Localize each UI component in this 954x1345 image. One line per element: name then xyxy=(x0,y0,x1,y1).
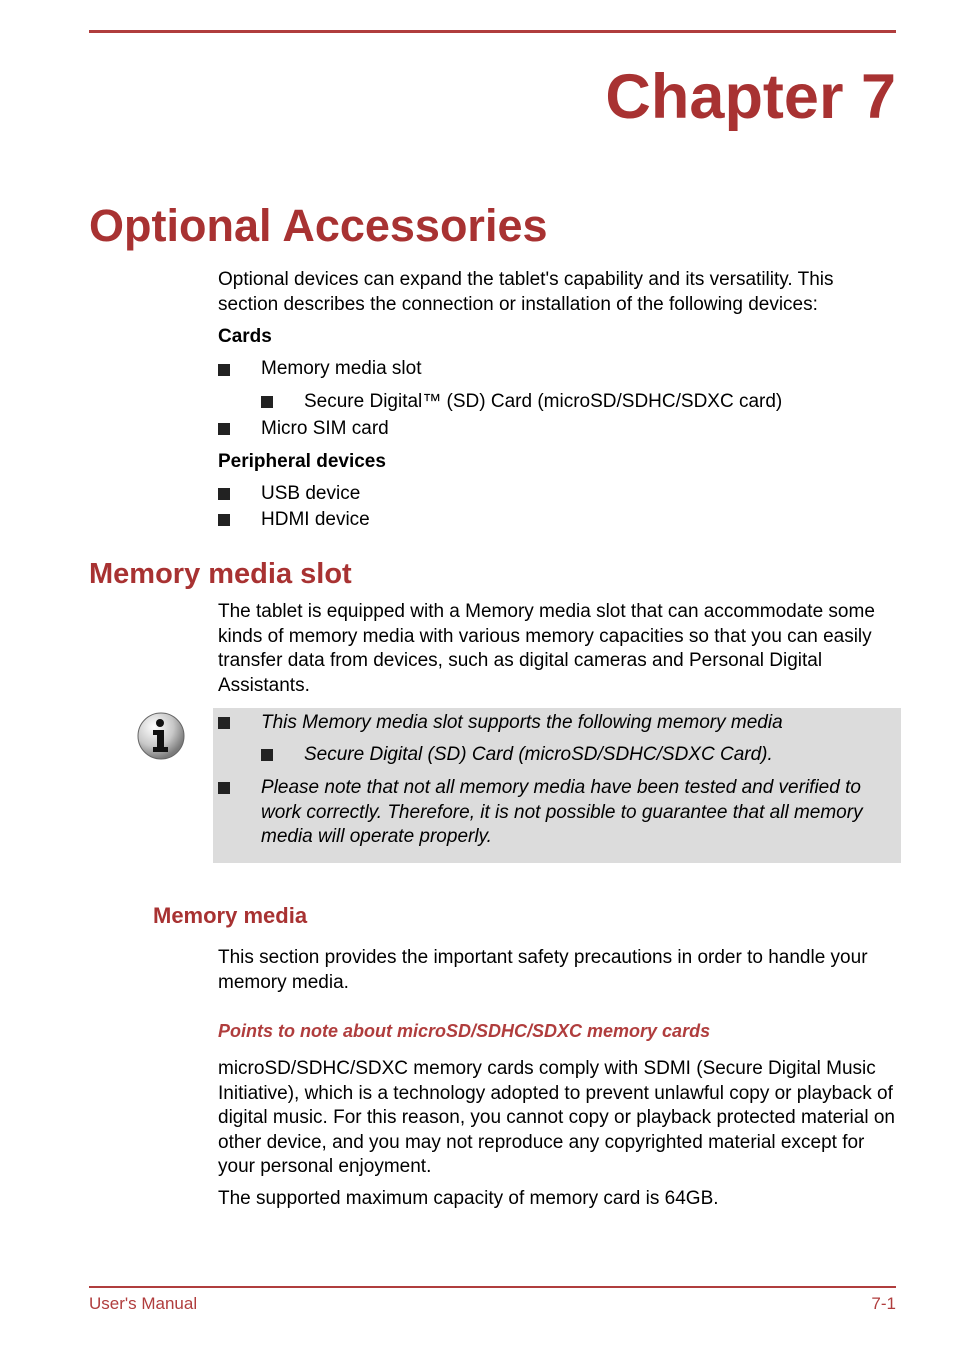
cards-label: Cards xyxy=(218,326,272,347)
list-item-memory-slot: Memory media slot xyxy=(261,358,422,379)
note-item-1: This Memory media slot supports the following memory media xyxy=(261,712,783,733)
memory-media-paragraph: This section provides the important safety precautions in order to handle your memory media. xyxy=(218,947,868,993)
note-item-1-sub: Secure Digital (SD) Card (microSD/SDHC/SDXC Card). xyxy=(304,744,773,765)
points-paragraph-2: The supported maximum capacity of memory card is 64GB. xyxy=(218,1188,719,1209)
list-item-usb: USB device xyxy=(261,483,361,504)
bullet-square-icon xyxy=(261,749,273,761)
footer-manual-label: User's Manual xyxy=(89,1294,198,1313)
bullet-square-icon xyxy=(261,396,273,408)
bottom-rule xyxy=(89,1286,896,1288)
points-heading: Points to note about microSD/SDHC/SDXC memory cards xyxy=(218,1021,711,1041)
top-rule xyxy=(89,30,896,33)
memory-slot-paragraph: The tablet is equipped with a Memory media slot that can accommodate some kinds of memory media with various memory capacities so that you can easily transfer data from devices, such as digital cameras and Personal Digital Assistants. xyxy=(218,601,875,696)
bullet-square-icon xyxy=(218,514,230,526)
bullet-square-icon xyxy=(218,717,230,729)
bullet-square-icon xyxy=(218,488,230,500)
bullet-square-icon xyxy=(218,364,230,376)
bullet-square-icon xyxy=(218,423,230,435)
list-item-micro-sim: Micro SIM card xyxy=(261,418,389,439)
intro-paragraph: Optional devices can expand the tablet's capability and its versatility. This section describes the connection or installation of the following devices: xyxy=(218,269,834,315)
memory-media-heading: Memory media xyxy=(153,903,308,928)
section-title: Optional Accessories xyxy=(89,200,548,251)
footer-page-number: 7-1 xyxy=(871,1294,896,1313)
list-item-sd-card: Secure Digital™ (SD) Card (microSD/SDHC/SDXC card) xyxy=(304,391,783,412)
memory-media-slot-heading: Memory media slot xyxy=(89,558,352,590)
bullet-square-icon xyxy=(218,782,230,794)
list-item-hdmi: HDMI device xyxy=(261,509,370,530)
points-paragraph-1: microSD/SDHC/SDXC memory cards comply with SDMI (Secure Digital Music Initiative), which is a technology adopted to prevent unlawful copy or playback of digital music. For this reason, you cannot copy or playback protected material on other device, and you may not reproduce any copyrighted material except for your personal enjoyment. xyxy=(218,1058,895,1177)
chapter-title: Chapter 7 xyxy=(605,62,896,132)
note-item-2: Please note that not all memory media have been tested and verified to work correctly. Therefore, it is not possible to guarantee that all memory media will operate properly. xyxy=(261,777,863,847)
info-icon xyxy=(136,711,186,761)
peripheral-label: Peripheral devices xyxy=(218,451,386,472)
